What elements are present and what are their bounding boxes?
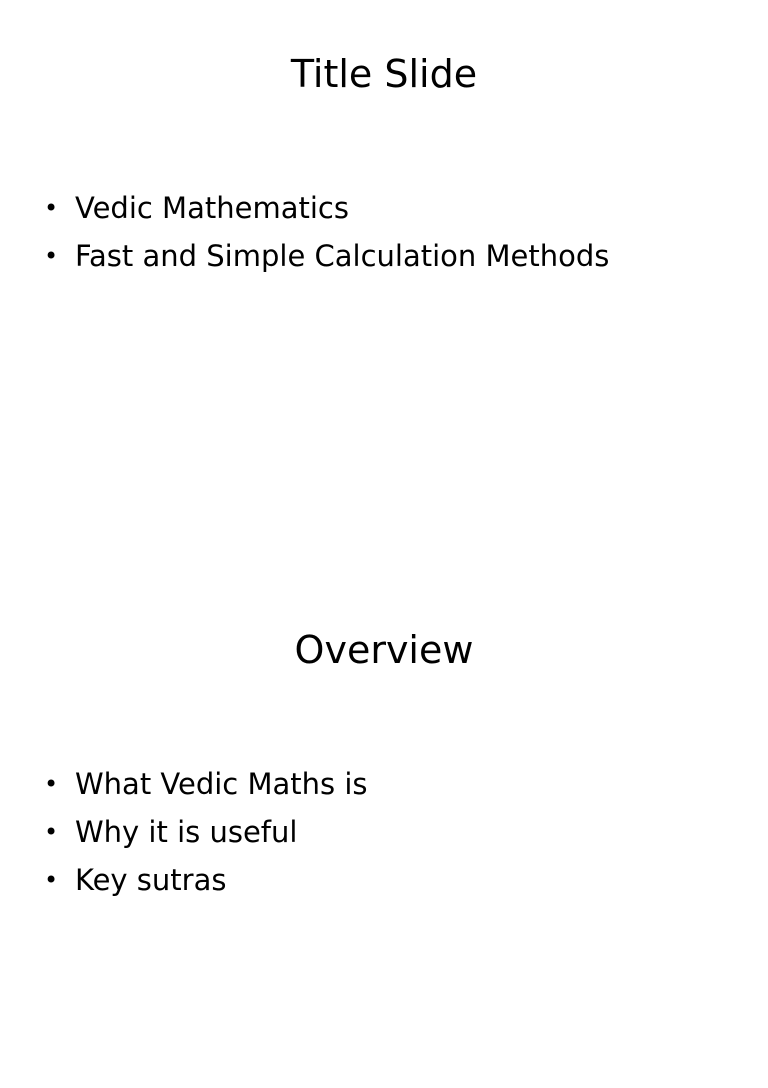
bullet-dot-icon: • — [44, 866, 59, 894]
bullet-text: Why it is useful — [75, 815, 298, 849]
bullet-list — [44, 760, 368, 904]
bullet-item — [44, 808, 368, 856]
bullet-dot-icon: • — [44, 818, 59, 846]
slide-title-slide — [0, 0, 768, 512]
slide-title: Title Slide — [290, 52, 478, 96]
bullet-text: Vedic Mathematics — [75, 191, 349, 225]
bullet-item — [44, 232, 609, 280]
slide-title: Overview — [294, 628, 474, 672]
bullet-list — [44, 184, 609, 280]
bullet-dot-icon: • — [44, 242, 59, 270]
bullet-text: Fast and Simple Calculation Methods — [75, 239, 610, 273]
slide-overview — [0, 576, 768, 1088]
bullet-item — [44, 760, 368, 808]
bullet-item — [44, 856, 368, 904]
bullet-dot-icon: • — [44, 194, 59, 222]
bullet-item — [44, 184, 609, 232]
bullet-dot-icon: • — [44, 770, 59, 798]
bullet-text: What Vedic Maths is — [75, 767, 368, 801]
bullet-text: Key sutras — [75, 863, 227, 897]
